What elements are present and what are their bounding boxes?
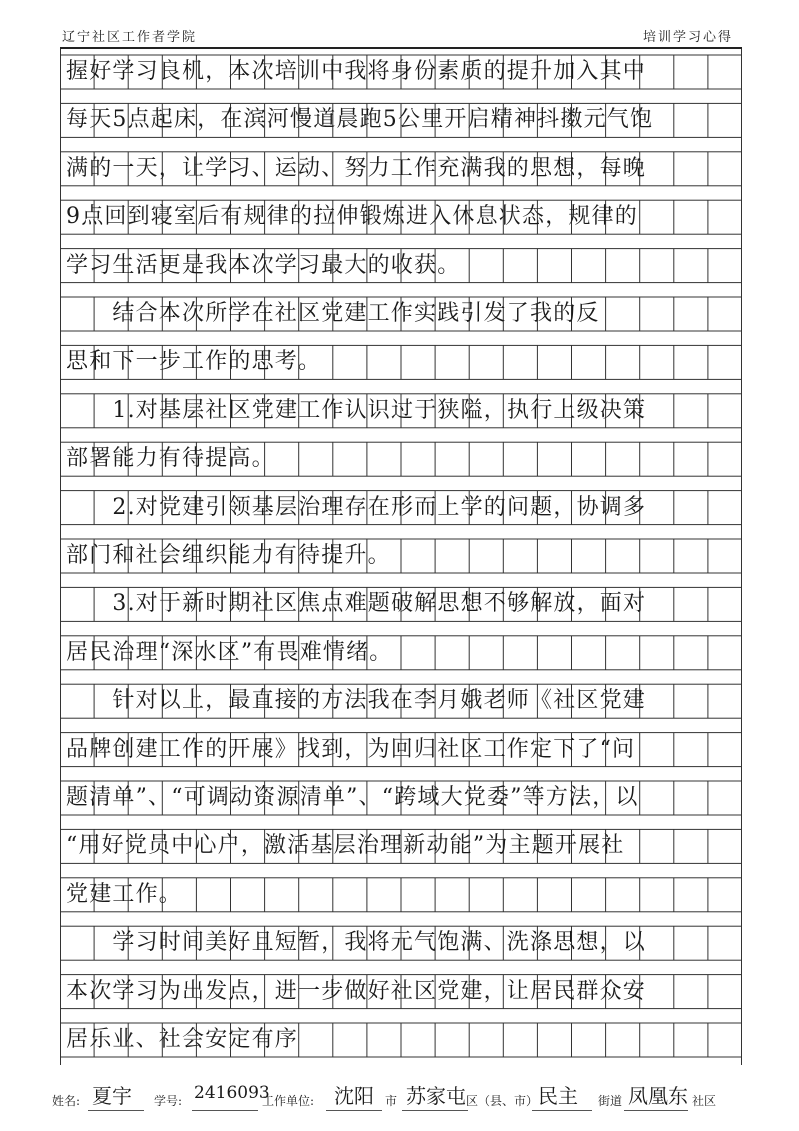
essay-line: 满的一天，让学习、运动、努力工作充满我的思想，每晚: [66, 155, 647, 181]
page-header: [0, 0, 799, 48]
essay-line: 党建工作。: [66, 881, 183, 907]
community-underline: [624, 1110, 688, 1111]
essay-line: 2.对党建引领基层治理存在形而上学的问题，协调多: [66, 494, 647, 520]
essay-line: 本次学习为出发点，进一步做好社区党建，让居民群众安: [66, 978, 647, 1004]
city-underline: [326, 1110, 382, 1111]
student-id-underline: [192, 1110, 258, 1111]
essay-line: 每天5点起床，在滨河慢道晨跑5公里开启精神抖擞元气饱: [66, 107, 654, 133]
work-unit-label: 工作单位:: [262, 1094, 315, 1108]
essay-line: 1.对基层社区党建工作认识过于狭隘，执行上级决策: [66, 397, 647, 423]
essay-line: 9点回到寝室后有规律的拉伸锻炼进入休息状态，规律的: [66, 204, 638, 230]
essay-line: 结合本次所学在社区党建工作实践引发了我的反: [66, 301, 600, 326]
name-underline: [88, 1110, 144, 1111]
name-value: 夏宇: [92, 1084, 132, 1108]
student-info-footer: [52, 1080, 752, 1114]
street-suffix: 街道: [598, 1094, 623, 1108]
essay-line: 学习生活更是我本次学习最大的收获。: [66, 252, 461, 278]
essay-line: 部署能力有待提高。: [66, 446, 275, 472]
community-suffix: 社区: [692, 1094, 717, 1108]
district-suffix: 区（县、市）: [466, 1094, 539, 1108]
district-underline: [402, 1110, 468, 1111]
essay-line: 品牌创建工作的开展》找到，为回归社区工作定下了“问: [66, 736, 636, 762]
essay-line: 居民治理“深水区”有畏难情绪。: [66, 639, 393, 665]
essay-line: 题清单”、“可调动资源清单”、“跨域大党委”等方法，以: [66, 785, 639, 810]
street-underline: [532, 1110, 592, 1111]
city-suffix: 市: [385, 1094, 398, 1108]
essay-line: “用好党员中心户，激活基层治理新动能”为主题开展社: [66, 833, 625, 859]
student-id-label: 学号:: [154, 1094, 183, 1108]
essay-line: 居乐业、社会安定有序: [66, 1027, 299, 1052]
essay-line: 3.对于新时期社区焦点难题破解思想不够解放，面对: [66, 591, 647, 617]
document-title: 培训学习心得: [642, 30, 733, 45]
district-value: 苏家屯: [406, 1084, 466, 1108]
essay-line: 握好学习良机，本次培训中我将身份素质的提升加入其中: [66, 59, 647, 84]
essay-line: 针对以上，最直接的方法我在李月娥老师《社区党建: [66, 688, 647, 714]
street-value: 民主: [538, 1084, 578, 1108]
city-value: 沈阳: [334, 1084, 374, 1108]
student-id-value: 2416093: [194, 1083, 270, 1103]
essay-line: 思和下一步工作的思考。: [66, 349, 322, 375]
essay-grid-sheet: [60, 49, 742, 1065]
essay-line: 部门和社会组织能力有待提升。: [66, 543, 391, 568]
institution-title: 辽宁社区工作者学院: [62, 30, 198, 45]
community-value: 凤凰东: [628, 1084, 688, 1108]
essay-line: 学习时间美好且短暂，我将元气饱满、洗涤思想，以: [66, 930, 647, 956]
name-label: 姓名:: [52, 1094, 81, 1108]
